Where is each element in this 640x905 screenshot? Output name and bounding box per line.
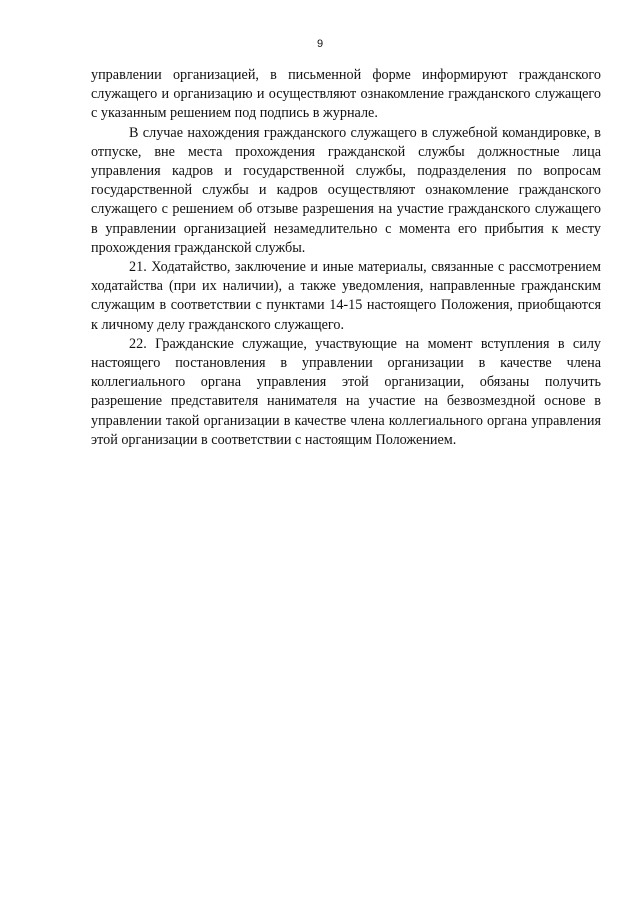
paragraph-item-22: 22. Гражданские служащие, участвующие на момент вступления в силу настоящего постановления в управлении организации в качестве члена коллегиального органа управления этой организации, обязаны получить разрешение представителя нанимателя на участие на безвозмездной основе в управлении такой организации в качестве члена коллегиального органа управления этой организации в соответствии с настоящим Положением. [91, 335, 601, 448]
paragraph-business-trip: В случае нахождения гражданского служащего в служебной командировке, в отпуске, вне места прохождения гражданской службы должностные лица управления кадров и государственной службы, подразделения по вопросам государственной службы и кадров осуществляют ознакомление гражданского служащего с решением об отзыве разрешения на участие гражданского служащего в управлении организацией незамедлительно с момента его прибытия к месту прохождения гражданской службы. [91, 124, 601, 256]
document-body [91, 66, 601, 450]
page-number: 9 [316, 38, 324, 50]
paragraph-item-21: 21. Ходатайство, заключение и иные материалы, связанные с рассмотрением ходатайства (при их наличии), а также уведомления, направленные гражданским служащим в соответствии с пунктами 14-15 настоящего Положения, приобщаются к личному делу гражданского служащего. [91, 259, 601, 333]
paragraph-continuation: управлении организацией, в письменной форме информируют гражданского служащего и организацию и осуществляют ознакомление гражданского служащего с указанным решением под подпись в журнале. [91, 67, 601, 122]
